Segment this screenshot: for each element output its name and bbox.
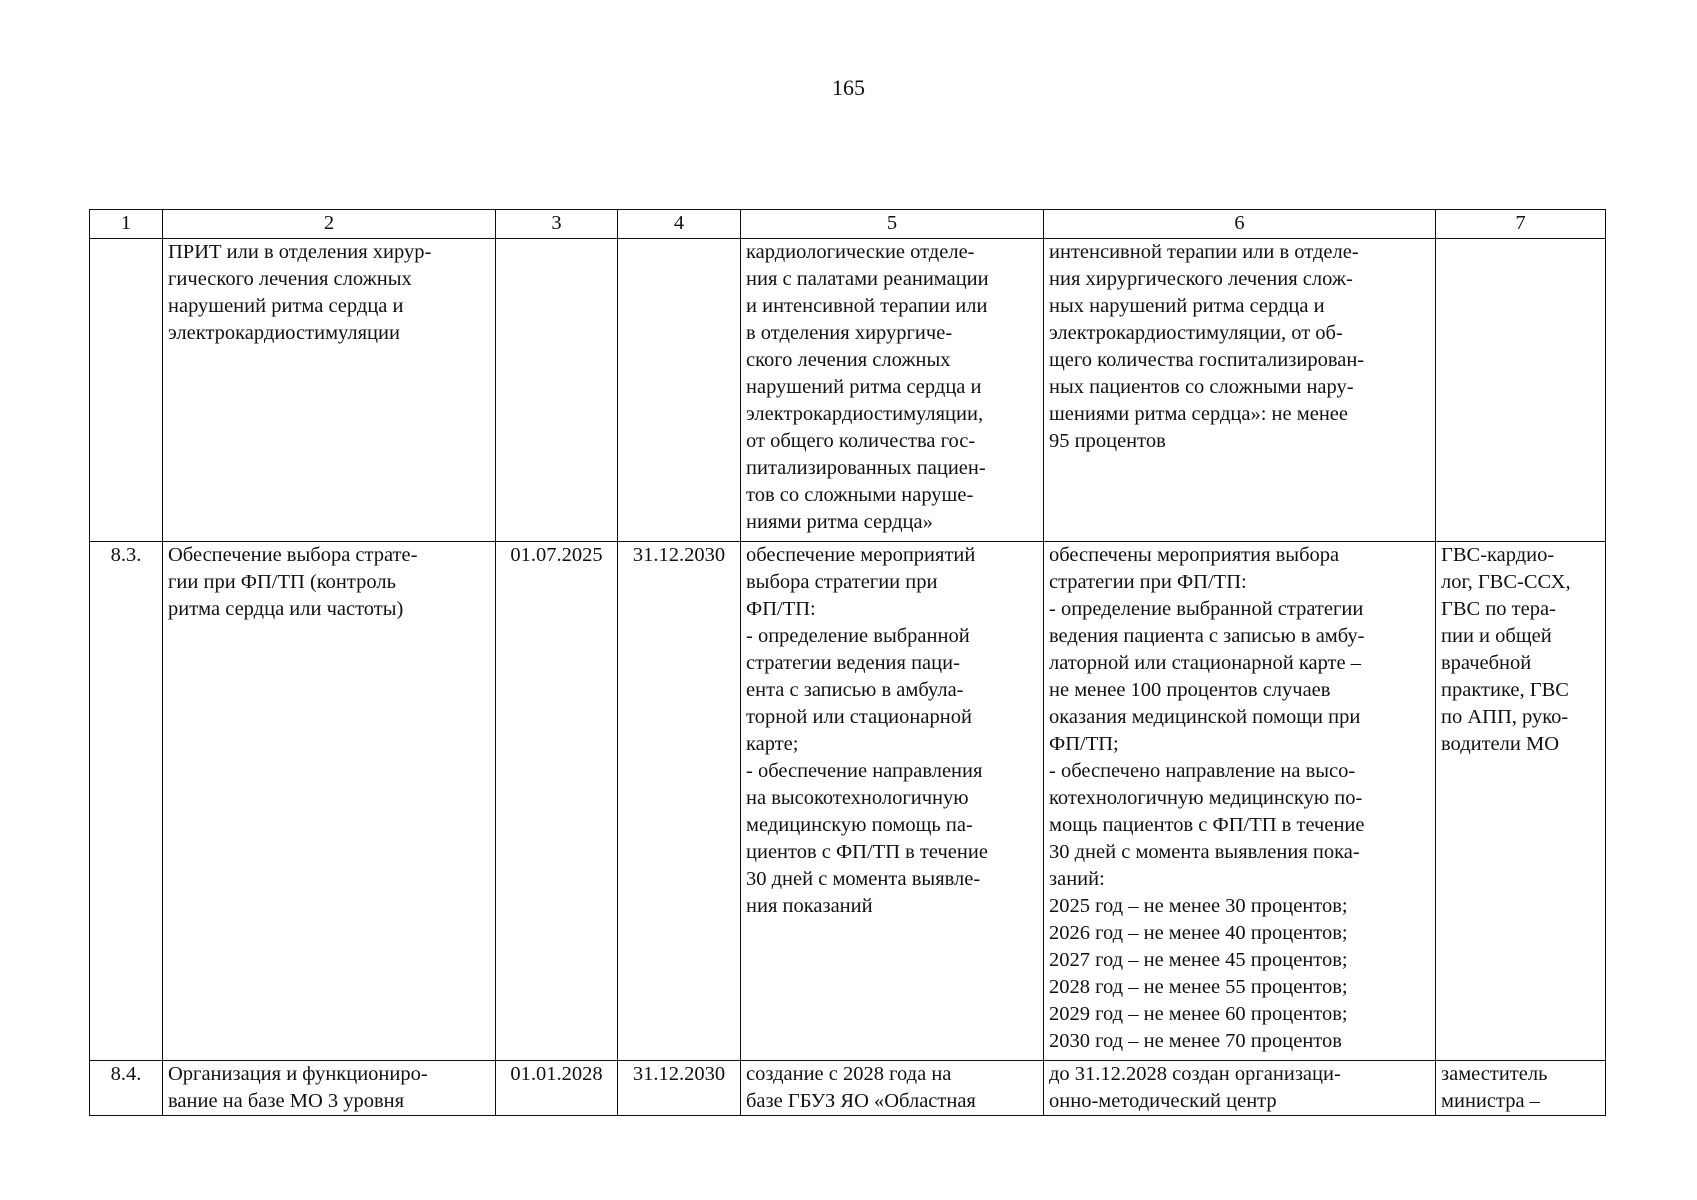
action-cell: обеспечение мероприятий выбора стратегии при ФП/ТП: - определение выбранной стратегии ведения паци- ента с записью в амбула- торной или стационарной карте; - обеспечение направления на высокотехнологичную медицинскую помощь па- циентов с ФП/ТП в течение 30 дней с момента выявле- ния показаний bbox=[741, 542, 1044, 1061]
column-header: 1 bbox=[90, 210, 163, 239]
result-cell: до 31.12.2028 создан организаци- онно-методический центр bbox=[1044, 1061, 1436, 1116]
row-number-cell bbox=[90, 239, 163, 542]
row-number-cell: 8.3. bbox=[90, 542, 163, 1061]
column-header: 2 bbox=[163, 210, 496, 239]
page-number: 165 bbox=[832, 75, 865, 100]
responsible-cell: заместитель министра – bbox=[1436, 1061, 1606, 1116]
start-date-cell: 01.01.2028 bbox=[496, 1061, 618, 1116]
column-header: 3 bbox=[496, 210, 618, 239]
end-date-cell: 31.12.2030 bbox=[618, 1061, 741, 1116]
start-date-cell: 01.07.2025 bbox=[496, 542, 618, 1061]
responsible-cell bbox=[1436, 239, 1606, 542]
row-number-cell: 8.4. bbox=[90, 1061, 163, 1116]
task-cell: ПРИТ или в отделения хирур- гического лечения сложных нарушений ритма сердца и электрокардиостимуляции bbox=[163, 239, 496, 542]
action-cell: создание с 2028 года на базе ГБУЗ ЯО «Областная bbox=[741, 1061, 1044, 1116]
end-date-cell bbox=[618, 239, 741, 542]
result-cell: обеспечены мероприятия выбора стратегии при ФП/ТП: - определение выбранной стратегии ведения пациента с записью в амбу- латорной или стационарной карте – не менее 100 процентов случаев оказания медицинской помощи при ФП/ТП; - обеспечено направление на высо- котехнологичную медицинскую по- мощь пациентов с ФП/ТП в течение 30 дней с момента выявления пока- заний: 2025 год – не менее 30 процентов; 2026 год – не менее 40 процентов; 2027 год – не менее 45 процентов; 2028 год – не менее 55 процентов; 2029 год – не менее 60 процентов; 2030 год – не менее 70 процентов bbox=[1044, 542, 1436, 1061]
action-cell: кардиологические отделе- ния с палатами реанимации и интенсивной терапии или в отделения хирургиче- ского лечения сложных нарушений ритма сердца и электрокардиостимуляции, от общего количества гос- питализированных пациен- тов со сложными наруше- ниями ритма сердца» bbox=[741, 239, 1044, 542]
task-cell: Организация и функциониро- вание на базе МО 3 уровня bbox=[163, 1061, 496, 1116]
column-header: 6 bbox=[1044, 210, 1436, 239]
table-header-row bbox=[90, 210, 1606, 239]
responsible-cell: ГВС-кардио- лог, ГВС-ССХ, ГВС по тера- пии и общей врачебной практике, ГВС по АПП, руко- водители МО bbox=[1436, 542, 1606, 1061]
column-header: 4 bbox=[618, 210, 741, 239]
table-row bbox=[90, 542, 1606, 1061]
table-row bbox=[90, 239, 1606, 542]
result-cell: интенсивной терапии или в отделе- ния хирургического лечения слож- ных нарушений ритма сердца и электрокардиостимуляции, от об- щего количества госпитализирован- ных пациентов со сложными нару- шениями ритма сердца»: не менее 95 процентов bbox=[1044, 239, 1436, 542]
task-cell: Обеспечение выбора страте- гии при ФП/ТП (контроль ритма сердца или частоты) bbox=[163, 542, 496, 1061]
column-header: 5 bbox=[741, 210, 1044, 239]
column-header: 7 bbox=[1436, 210, 1606, 239]
end-date-cell: 31.12.2030 bbox=[618, 542, 741, 1061]
start-date-cell bbox=[496, 239, 618, 542]
table-row bbox=[90, 1061, 1606, 1116]
plan-table bbox=[89, 209, 1606, 1116]
